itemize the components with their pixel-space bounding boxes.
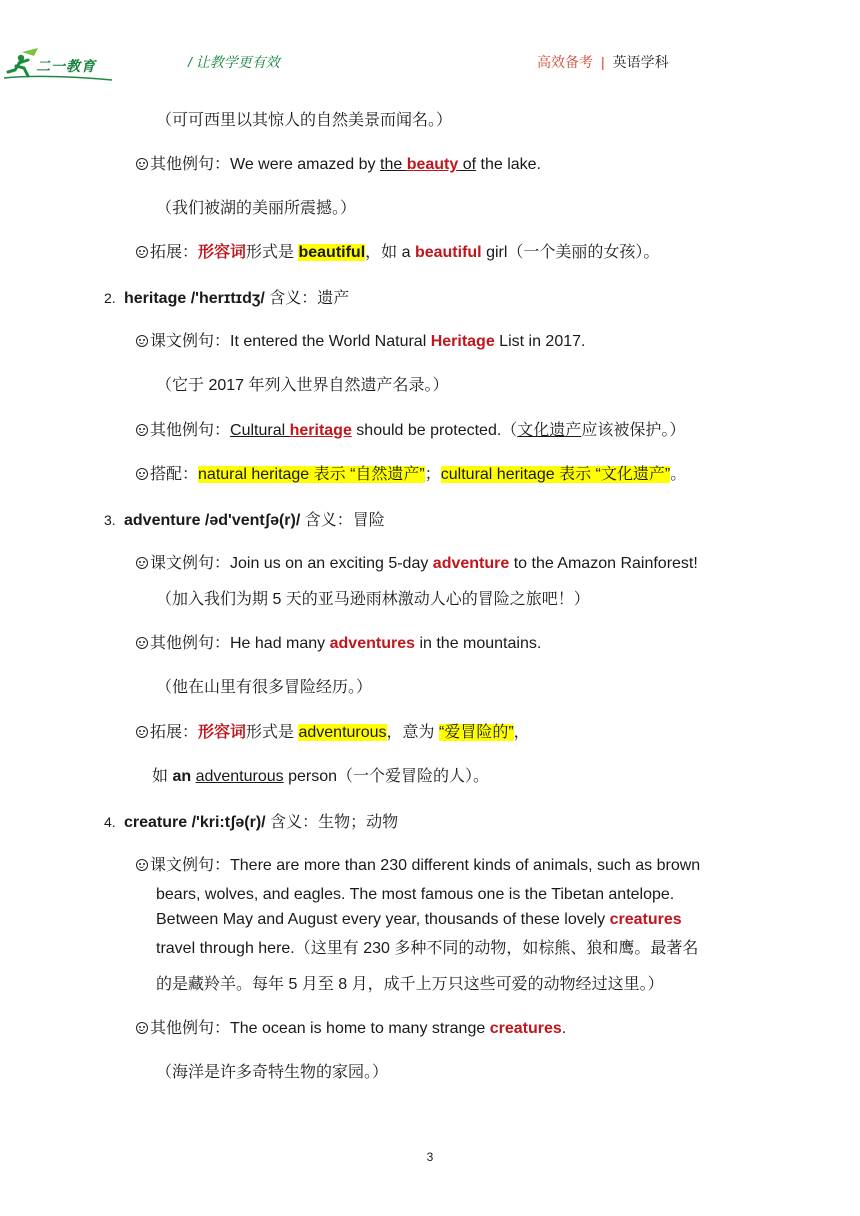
example-line-continued: bears, wolves, and eagles. The most famous one is the Tibetan antelope. [156,886,675,903]
smiley-icon [136,246,148,258]
example-line-continued: travel through here.（这里有 230 多种不同的动物，如棕熊、狼和鹰。最著名 [156,940,699,957]
header-right [537,52,669,72]
translation-line: （加入我们为期 5 天的亚马逊雨林激动人心的冒险之旅吧！） [156,591,590,608]
slogan: / 让教学更有效 [188,54,280,70]
extension-line: 拓展：形容词形式是 beautiful，如 a beautiful girl（一个美丽的女孩）。 [136,242,659,264]
vocab-heading: 4. creature /'kri:tʃə(r)/ 含义：生物；动物 [104,814,399,831]
example-line: 课文例句：Join us on an exciting 5-day adventure to the Amazon Rainforest! [136,553,698,575]
translation-line: （它于 2017 年列入世界自然遗产名录。） [156,377,449,394]
smiley-icon [136,424,148,436]
brand-name: 二一教育 [36,59,96,75]
extension-line-continued: 如 an adventurous person（一个爱冒险的人）。 [152,768,490,785]
vocab-heading: 2. heritage /'herɪtɪdʒ/ 含义：遗产 [104,290,350,307]
example-line-continued: Between May and August every year, thousands of these lovely creatures [156,911,682,928]
example-line: 其他例句：He had many adventures in the mountains. [136,633,541,655]
smiley-icon [136,468,148,480]
header-subject-label: 英语学科 [612,54,669,70]
example-line: 课文例句：There are more than 230 different kinds of animals, such as brown [136,855,700,877]
example-line: 其他例句：Cultural heritage should be protected.（文化遗产应该被保护。） [136,420,685,442]
example-line-continued: 的是藏羚羊。每年 5 月至 8 月，成千上万只这些可爱的动物经过这里。） [156,976,664,993]
header-exam-label: 高效备考 [537,54,593,70]
page-number: 3 [426,1150,434,1164]
smiley-icon [136,335,148,347]
header-separator: | [601,54,605,70]
page-header [0,0,860,90]
smiley-icon [136,859,148,871]
extension-line: 拓展：形容词形式是 adventurous，意为 “爱冒险的”， [136,722,530,744]
smiley-icon [136,557,148,569]
smiley-icon [136,158,148,170]
smiley-icon [136,637,148,649]
vocab-heading: 3. adventure /əd'ventʃə(r)/ 含义：冒险 [104,512,385,529]
translation-line: （他在山里有很多冒险经历。） [156,679,373,696]
smiley-icon [136,1022,148,1034]
example-line: 其他例句：The ocean is home to many strange creatures. [136,1018,566,1040]
collocation-line: 搭配：natural heritage 表示 “自然遗产”；cultural heritage 表示 “文化遗产”。 [136,464,686,486]
example-line: 其他例句：We were amazed by the beauty of the lake. [136,154,541,176]
translation-line: （我们被湖的美丽所震撼。） [156,200,357,217]
example-line: 课文例句：It entered the World Natural Heritage List in 2017. [136,331,585,353]
translation-line: （可可西里以其惊人的自然美景而闻名。） [156,112,453,129]
translation-line: （海洋是许多奇特生物的家园。） [156,1064,389,1081]
smiley-icon [136,726,148,738]
